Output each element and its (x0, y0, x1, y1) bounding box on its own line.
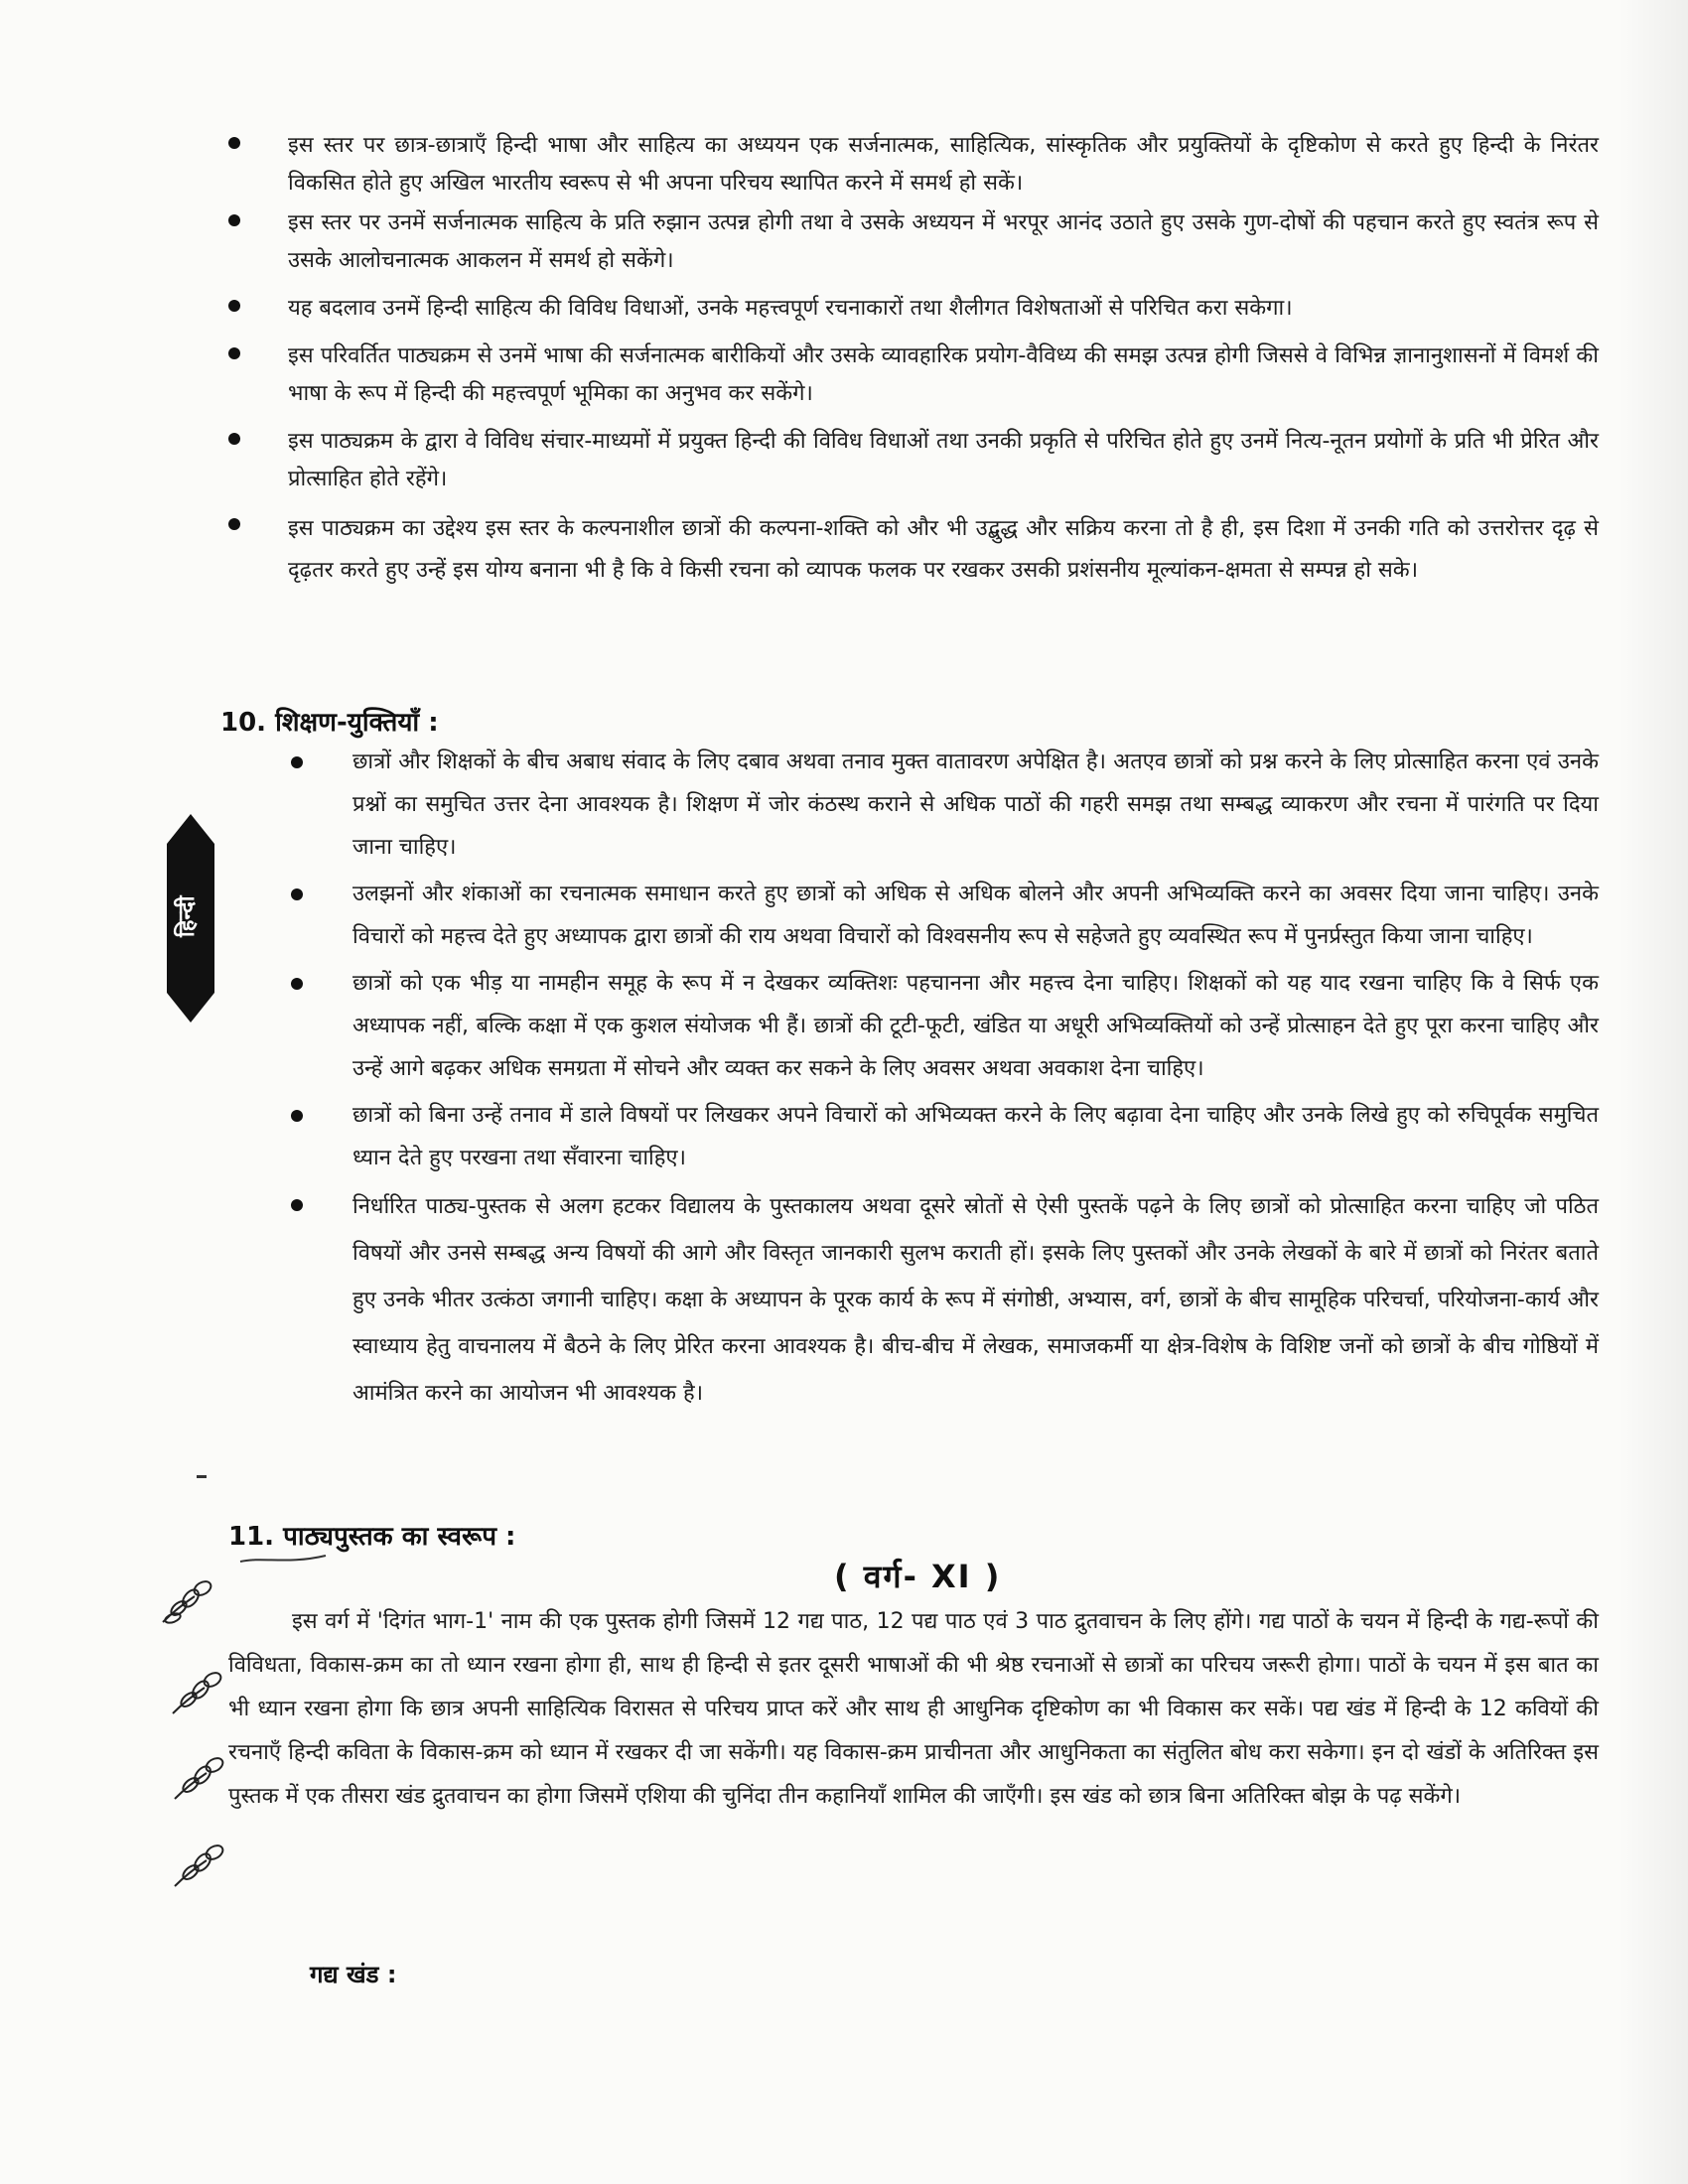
list-item-text: इस स्तर पर छात्र-छात्राएँ हिन्दी भाषा और साहित्य का अध्ययन एक सर्जनात्मक, साहित्यिक, सांस्कृतिक और प्रयुक्तियों के दृष्टिकोण से करते हुए हिन्दी के निरंतर विकसित होते हुए अखिल भारतीय स्वरूप से भी अपना परिचय स्थापित करने में समर्थ हो सकें। (288, 133, 1599, 196)
list-item (288, 423, 1599, 498)
list-item (288, 205, 1599, 280)
bullet-icon (228, 300, 240, 312)
leaf-doodle-icon (159, 1578, 216, 1626)
list-item (288, 290, 1599, 328)
list-item-text: इस परिवर्तित पाठ्यक्रम से उनमें भाषा की सर्जनात्मक बारीकियों और उसके व्यावहारिक प्रयोग-वैविध्य की समझ उत्पन्न होगी जिससे वे विभिन्न ज्ञानानुशासनों में विमर्श की भाषा के रूप में हिन्दी की महत्त्वपूर्ण भूमिका का अनुभव कर सकेंगे। (288, 343, 1599, 406)
list-item-text: इस स्तर पर उनमें सर्जनात्मक साहित्य के प्रति रुझान उत्पन्न होगी तथा वे उसके अध्ययन में भरपूर आनंद उठाते हुए उसके गुण-दोषों की पहचान करते हुए स्वतंत्र रूप से उसके आलोचनात्मक आकलन में समर्थ हो सकेंगे। (288, 210, 1599, 273)
list-item (352, 962, 1599, 1090)
section-10-heading: 10. शिक्षण-युक्तियाँ : (220, 708, 439, 738)
margin-mark (197, 1475, 207, 1478)
list-item-text: उलझनों और शंकाओं का रचनात्मक समाधान करते हुए छात्रों को अधिक से अधिक बोलने और अपनी अभिव्यक्ति करने का अवसर दिया जाना चाहिए। उनके विचारों को महत्त्व देते हुए अध्यापक द्वारा छात्रों की राय अथवा विचारों को विश्वसनीय रूप से सहेजते हुए व्यवस्थित रूप में पुनर्प्रस्तुत किया जाना चाहिए। (352, 882, 1599, 949)
list-item (288, 127, 1599, 203)
side-tab-label: हिन्दी (175, 895, 200, 937)
bullet-icon (228, 214, 240, 226)
bullet-icon (291, 888, 303, 900)
list-item (352, 1183, 1599, 1417)
list-item-text: इस पाठ्यक्रम के द्वारा वे विविध संचार-माध्यमों में प्रयुक्त हिन्दी की विविध विधाओं तथा उनकी प्रकृति से परिचित होते हुए उनमें नित्य-नूतन प्रयोगों के प्रति भी प्रेरित और प्रोत्साहित होते रहेंगे। (288, 429, 1599, 491)
page-edge-shadow (1618, 0, 1688, 2184)
teaching-methods-list (352, 741, 1599, 1421)
bullet-icon (228, 433, 240, 445)
prose-section-heading: गद्य खंड : (310, 1961, 397, 1988)
section-11-heading: 11. पाठ्यपुस्तक का स्वरूप : (228, 1522, 516, 1552)
list-item (288, 508, 1599, 592)
bullet-icon (291, 756, 303, 768)
handwritten-underline-icon (238, 1553, 328, 1567)
bullet-icon (228, 347, 240, 359)
list-item (352, 1094, 1599, 1179)
leaf-doodle-icon (171, 1755, 228, 1803)
bullet-icon (291, 978, 303, 990)
bullet-icon (228, 137, 240, 149)
list-item (352, 741, 1599, 869)
objectives-list (288, 127, 1599, 602)
list-item-text: छात्रों को बिना उन्हें तनाव में डाले विषयों पर लिखकर अपने विचारों को अभिव्यक्त करने के लिए बढ़ावा देना चाहिए और उनके लिखे हुए को रुचिपूर्वक समुचित ध्यान देते हुए परखना तथा सँवारना चाहिए। (352, 1103, 1599, 1170)
list-item-text: यह बदलाव उनमें हिन्दी साहित्य की विविध विधाओं, उनके महत्त्वपूर्ण रचनाकारों तथा शैलीगत विशेषताओं से परिचित करा सकेगा। (288, 296, 1293, 321)
bullet-icon (228, 518, 240, 530)
leaf-doodle-icon (171, 1843, 228, 1890)
list-item (288, 338, 1599, 413)
class-xi-description: इस वर्ग में 'दिगंत भाग-1' नाम की एक पुस्तक होगी जिसमें 12 गद्य पाठ, 12 पद्य पाठ एवं 3 पाठ द्रुतवाचन के लिए होंगे। गद्य पाठों के चयन में हिन्दी के गद्य-रूपों की विविधता, विकास-क्रम का तो ध्यान रखना होगा ही, साथ ही हिन्दी से इतर दूसरी भाषाओं की भी श्रेष्ठ रचनाओं से छात्रों का परिचय जरूरी होगा। पाठों के चयन में इस बात का भी ध्यान रखना होगा कि छात्र अपनी साहित्यिक विरासत से परिचय प्राप्त करें और साथ ही आधुनिक दृष्टिकोण का भी विकास कर सकें। पद्य खंड में हिन्दी के 12 कवियों की रचनाएँ हिन्दी कविता के विकास-क्रम को ध्यान में रखकर दी जा सकेंगी। यह विकास-क्रम प्राचीनता और आधुनिकता का संतुलित बोध करा सकेगा। इन दो खंडों के अतिरिक्त इस पुस्तक में एक तीसरा खंड द्रुतवाचन का होगा जिसमें एशिया की चुनिंदा तीन कहानियाँ शामिल की जाएँगी। इस खंड को छात्र बिना अतिरिक्त बोझ के पढ़ सकेंगे। (228, 1609, 1599, 1809)
list-item-text: छात्रों को एक भीड़ या नामहीन समूह के रूप में न देखकर व्यक्तिशः पहचानना और महत्त्व देना चाहिए। शिक्षकों को यह याद रखना चाहिए कि वे सिर्फ एक अध्यापक नहीं, बल्कि कक्षा में एक कुशल संयोजक भी हैं। छात्रों की टूटी-फूटी, खंडित या अधूरी अभिव्यक्तियों को उन्हें प्रोत्साहन देते हुए पूरा करना चाहिए और उन्हें आगे बढ़कर अधिक समग्रता में सोचने और व्यक्त कर सकने के लिए अवसर अथवा अवकाश देना चाहिए। (352, 971, 1599, 1081)
bullet-icon (291, 1110, 303, 1122)
class-title: ( वर्ग- XI ) (834, 1558, 1002, 1595)
list-item (352, 873, 1599, 958)
list-item-text: छात्रों और शिक्षकों के बीच अबाध संवाद के लिए दबाव अथवा तनाव मुक्त वातावरण अपेक्षित है। अतएव छात्रों को प्रश्न करने के लिए प्रोत्साहित करना एवं उनके प्रश्नों का समुचित उत्तर देना आवश्यक है। शिक्षण में जोर कंठस्थ कराने से अधिक पाठों की गहरी समझ तथा सम्बद्ध व्याकरण और रचना में पारंगति पर दिया जाना चाहिए। (352, 750, 1599, 860)
leaf-doodle-icon (169, 1670, 226, 1717)
list-item-text: इस पाठ्यक्रम का उद्देश्य इस स्तर के कल्पनाशील छात्रों की कल्पना-शक्ति को और भी उद्बुद्ध और सक्रिय करना तो है ही, इस दिशा में उनकी गति को उत्तरोत्तर दृढ़ से दृढ़तर करते हुए उन्हें इस योग्य बनाना भी है कि वे किसी रचना को व्यापक फलक पर रखकर उसकी प्रशंसनीय मूल्यांकन-क्षमता से सम्पन्न हो सके। (288, 516, 1599, 583)
bullet-icon (291, 1199, 303, 1211)
list-item-text: निर्धारित पाठ्य-पुस्तक से अलग हटकर विद्यालय के पुस्तकालय अथवा दूसरे स्रोतों से ऐसी पुस्तकें पढ़ने के लिए छात्रों को प्रोत्साहित करना चाहिए जो पठित विषयों और उनसे सम्बद्ध अन्य विषयों की आगे और विस्तृत जानकारी सुलभ कराती हों। इसके लिए पुस्तकों और उनके लेखकों के बारे में छात्रों को निरंतर बताते हुए उनके भीतर उत्कंठा जगानी चाहिए। कक्षा के अध्यापन के पूरक कार्य के रूप में संगोष्ठी, अभ्यास, वर्ग, छात्रों के बीच सामूहिक परिचर्चा, परियोजना-कार्य और स्वाध्याय हेतु वाचनालय में बैठने के लिए प्रेरित करना आवश्यक है। बीच-बीच में लेखक, समाजकर्मी या क्षेत्र-विशेष के विशिष्ट जनों को छात्रों के बीच गोष्ठियों में आमंत्रित करने का आयोजन भी आवश्यक है। (352, 1194, 1599, 1406)
